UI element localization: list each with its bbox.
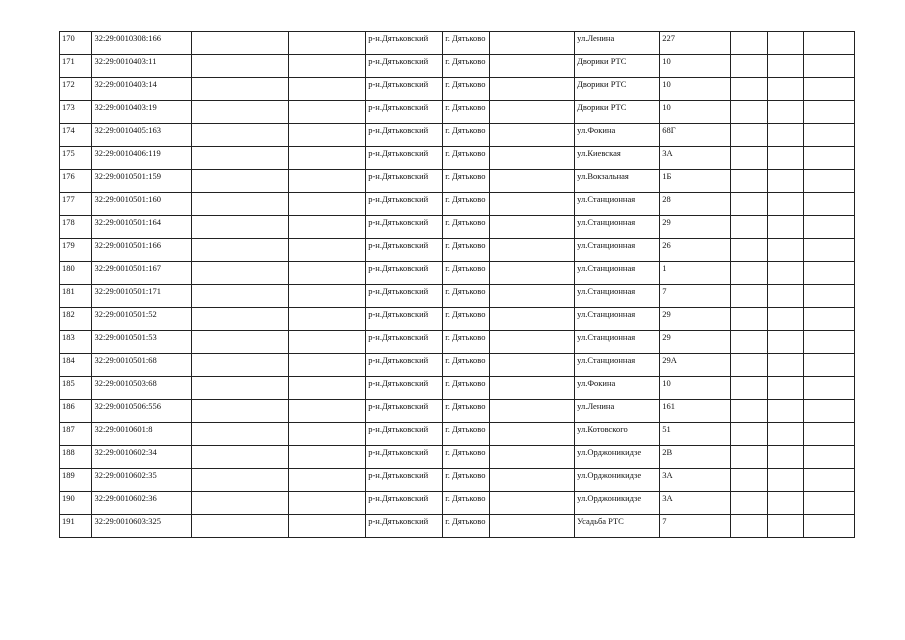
empty-cell bbox=[804, 400, 855, 423]
empty-cell bbox=[731, 262, 768, 285]
empty-cell bbox=[191, 239, 288, 262]
district-cell: р-н.Дятьковский bbox=[366, 78, 443, 101]
district-cell: р-н.Дятьковский bbox=[366, 308, 443, 331]
empty-cell bbox=[731, 308, 768, 331]
locality-cell: г. Дятьково bbox=[443, 239, 490, 262]
street-cell: ул.Ленина bbox=[575, 32, 660, 55]
empty-cell bbox=[489, 193, 574, 216]
empty-cell bbox=[191, 101, 288, 124]
table-row bbox=[60, 262, 855, 285]
house-number-cell: 68Г bbox=[660, 124, 731, 147]
cadastral-number: 32:29:0010506:556 bbox=[92, 400, 191, 423]
table-row bbox=[60, 216, 855, 239]
locality-cell: г. Дятьково bbox=[443, 469, 490, 492]
street-cell: ул.Станционная bbox=[575, 331, 660, 354]
empty-cell bbox=[804, 101, 855, 124]
locality-cell: г. Дятьково bbox=[443, 262, 490, 285]
house-number-cell: 3А bbox=[660, 469, 731, 492]
empty-cell bbox=[731, 170, 768, 193]
house-number-cell: 29 bbox=[660, 308, 731, 331]
empty-cell bbox=[731, 239, 768, 262]
locality-cell: г. Дятьково bbox=[443, 492, 490, 515]
house-number-cell: 10 bbox=[660, 78, 731, 101]
empty-cell bbox=[804, 492, 855, 515]
empty-cell bbox=[289, 78, 366, 101]
empty-cell bbox=[731, 55, 768, 78]
street-cell: ул.Орджоникидзе bbox=[575, 492, 660, 515]
row-number: 173 bbox=[60, 101, 92, 124]
empty-cell bbox=[804, 354, 855, 377]
empty-cell bbox=[289, 216, 366, 239]
empty-cell bbox=[191, 469, 288, 492]
house-number-cell: 2В bbox=[660, 446, 731, 469]
cadastral-number: 32:29:0010403:11 bbox=[92, 55, 191, 78]
empty-cell bbox=[489, 239, 574, 262]
cadastral-number: 32:29:0010405:163 bbox=[92, 124, 191, 147]
empty-cell bbox=[731, 354, 768, 377]
house-number-cell: 10 bbox=[660, 377, 731, 400]
empty-cell bbox=[767, 308, 804, 331]
empty-cell bbox=[191, 400, 288, 423]
row-number: 180 bbox=[60, 262, 92, 285]
locality-cell: г. Дятьково bbox=[443, 55, 490, 78]
locality-cell: г. Дятьково bbox=[443, 446, 490, 469]
cadastral-number: 32:29:0010403:19 bbox=[92, 101, 191, 124]
empty-cell bbox=[731, 124, 768, 147]
empty-cell bbox=[767, 262, 804, 285]
house-number-cell: 227 bbox=[660, 32, 731, 55]
empty-cell bbox=[191, 446, 288, 469]
locality-cell: г. Дятьково bbox=[443, 124, 490, 147]
empty-cell bbox=[489, 377, 574, 400]
empty-cell bbox=[767, 354, 804, 377]
table-row bbox=[60, 55, 855, 78]
empty-cell bbox=[767, 170, 804, 193]
street-cell: ул.Станционная bbox=[575, 285, 660, 308]
empty-cell bbox=[731, 101, 768, 124]
empty-cell bbox=[191, 170, 288, 193]
empty-cell bbox=[804, 55, 855, 78]
empty-cell bbox=[191, 32, 288, 55]
house-number-cell: 7 bbox=[660, 515, 731, 538]
empty-cell bbox=[804, 423, 855, 446]
empty-cell bbox=[289, 101, 366, 124]
empty-cell bbox=[289, 147, 366, 170]
house-number-cell: 10 bbox=[660, 101, 731, 124]
empty-cell bbox=[289, 423, 366, 446]
house-number-cell: 161 bbox=[660, 400, 731, 423]
empty-cell bbox=[191, 377, 288, 400]
house-number-cell: 29 bbox=[660, 331, 731, 354]
empty-cell bbox=[191, 147, 288, 170]
empty-cell bbox=[489, 354, 574, 377]
empty-cell bbox=[489, 216, 574, 239]
empty-cell bbox=[731, 285, 768, 308]
table-row bbox=[60, 78, 855, 101]
cadastral-number: 32:29:0010403:14 bbox=[92, 78, 191, 101]
empty-cell bbox=[191, 492, 288, 515]
empty-cell bbox=[804, 170, 855, 193]
empty-cell bbox=[731, 216, 768, 239]
cadastral-number: 32:29:0010503:68 bbox=[92, 377, 191, 400]
empty-cell bbox=[804, 193, 855, 216]
empty-cell bbox=[191, 124, 288, 147]
empty-cell bbox=[767, 239, 804, 262]
empty-cell bbox=[804, 515, 855, 538]
empty-cell bbox=[804, 78, 855, 101]
locality-cell: г. Дятьково bbox=[443, 515, 490, 538]
cadastral-number: 32:29:0010602:35 bbox=[92, 469, 191, 492]
empty-cell bbox=[191, 55, 288, 78]
district-cell: р-н.Дятьковский bbox=[366, 285, 443, 308]
table-row bbox=[60, 170, 855, 193]
empty-cell bbox=[767, 55, 804, 78]
house-number-cell: 26 bbox=[660, 239, 731, 262]
empty-cell bbox=[289, 354, 366, 377]
street-cell: Дворики РТС bbox=[575, 55, 660, 78]
empty-cell bbox=[731, 423, 768, 446]
empty-cell bbox=[804, 331, 855, 354]
locality-cell: г. Дятьково bbox=[443, 32, 490, 55]
empty-cell bbox=[731, 193, 768, 216]
empty-cell bbox=[489, 492, 574, 515]
house-number-cell: 51 bbox=[660, 423, 731, 446]
cadastral-number: 32:29:0010602:34 bbox=[92, 446, 191, 469]
empty-cell bbox=[289, 262, 366, 285]
empty-cell bbox=[767, 32, 804, 55]
district-cell: р-н.Дятьковский bbox=[366, 515, 443, 538]
row-number: 191 bbox=[60, 515, 92, 538]
district-cell: р-н.Дятьковский bbox=[366, 377, 443, 400]
empty-cell bbox=[191, 354, 288, 377]
empty-cell bbox=[804, 469, 855, 492]
empty-cell bbox=[767, 446, 804, 469]
street-cell: ул.Орджоникидзе bbox=[575, 446, 660, 469]
street-cell: ул.Вокзальная bbox=[575, 170, 660, 193]
locality-cell: г. Дятьково bbox=[443, 354, 490, 377]
house-number-cell: 29А bbox=[660, 354, 731, 377]
empty-cell bbox=[289, 124, 366, 147]
empty-cell bbox=[289, 492, 366, 515]
cadastral-number: 32:29:0010501:160 bbox=[92, 193, 191, 216]
district-cell: р-н.Дятьковский bbox=[366, 492, 443, 515]
empty-cell bbox=[767, 423, 804, 446]
empty-cell bbox=[804, 285, 855, 308]
empty-cell bbox=[731, 400, 768, 423]
registry-body bbox=[60, 32, 855, 538]
empty-cell bbox=[767, 285, 804, 308]
house-number-cell: 3А bbox=[660, 147, 731, 170]
table-row bbox=[60, 492, 855, 515]
empty-cell bbox=[289, 308, 366, 331]
empty-cell bbox=[731, 147, 768, 170]
empty-cell bbox=[731, 469, 768, 492]
table-row bbox=[60, 239, 855, 262]
district-cell: р-н.Дятьковский bbox=[366, 124, 443, 147]
empty-cell bbox=[489, 262, 574, 285]
empty-cell bbox=[191, 423, 288, 446]
table-row bbox=[60, 101, 855, 124]
locality-cell: г. Дятьково bbox=[443, 331, 490, 354]
row-number: 187 bbox=[60, 423, 92, 446]
table-row bbox=[60, 515, 855, 538]
empty-cell bbox=[289, 239, 366, 262]
row-number: 189 bbox=[60, 469, 92, 492]
cadastral-number: 32:29:0010501:166 bbox=[92, 239, 191, 262]
empty-cell bbox=[767, 101, 804, 124]
locality-cell: г. Дятьково bbox=[443, 147, 490, 170]
row-number: 182 bbox=[60, 308, 92, 331]
empty-cell bbox=[804, 239, 855, 262]
cadastral-number: 32:29:0010501:52 bbox=[92, 308, 191, 331]
district-cell: р-н.Дятьковский bbox=[366, 32, 443, 55]
empty-cell bbox=[289, 377, 366, 400]
street-cell: ул.Станционная bbox=[575, 262, 660, 285]
empty-cell bbox=[489, 285, 574, 308]
empty-cell bbox=[804, 262, 855, 285]
table-row bbox=[60, 193, 855, 216]
cadastral-number: 32:29:0010601:8 bbox=[92, 423, 191, 446]
cadastral-number: 32:29:0010603:325 bbox=[92, 515, 191, 538]
table-row bbox=[60, 285, 855, 308]
locality-cell: г. Дятьково bbox=[443, 78, 490, 101]
locality-cell: г. Дятьково bbox=[443, 285, 490, 308]
empty-cell bbox=[289, 170, 366, 193]
empty-cell bbox=[804, 446, 855, 469]
cadastral-number: 32:29:0010308:166 bbox=[92, 32, 191, 55]
empty-cell bbox=[804, 308, 855, 331]
district-cell: р-н.Дятьковский bbox=[366, 101, 443, 124]
house-number-cell: 3А bbox=[660, 492, 731, 515]
row-number: 177 bbox=[60, 193, 92, 216]
table-row bbox=[60, 354, 855, 377]
locality-cell: г. Дятьково bbox=[443, 101, 490, 124]
empty-cell bbox=[191, 308, 288, 331]
street-cell: Дворики РТС bbox=[575, 101, 660, 124]
house-number-cell: 7 bbox=[660, 285, 731, 308]
street-cell: ул.Фокина bbox=[575, 377, 660, 400]
empty-cell bbox=[289, 400, 366, 423]
table-row bbox=[60, 308, 855, 331]
locality-cell: г. Дятьково bbox=[443, 377, 490, 400]
empty-cell bbox=[489, 331, 574, 354]
district-cell: р-н.Дятьковский bbox=[366, 423, 443, 446]
empty-cell bbox=[767, 78, 804, 101]
district-cell: р-н.Дятьковский bbox=[366, 216, 443, 239]
registry-table bbox=[59, 31, 855, 538]
empty-cell bbox=[731, 377, 768, 400]
empty-cell bbox=[489, 469, 574, 492]
empty-cell bbox=[489, 515, 574, 538]
empty-cell bbox=[489, 55, 574, 78]
empty-cell bbox=[767, 515, 804, 538]
row-number: 176 bbox=[60, 170, 92, 193]
street-cell: Усадьба РТС bbox=[575, 515, 660, 538]
empty-cell bbox=[289, 55, 366, 78]
row-number: 183 bbox=[60, 331, 92, 354]
empty-cell bbox=[289, 193, 366, 216]
empty-cell bbox=[489, 124, 574, 147]
street-cell: ул.Станционная bbox=[575, 216, 660, 239]
cadastral-number: 32:29:0010501:68 bbox=[92, 354, 191, 377]
empty-cell bbox=[191, 193, 288, 216]
cadastral-number: 32:29:0010501:171 bbox=[92, 285, 191, 308]
empty-cell bbox=[731, 331, 768, 354]
row-number: 184 bbox=[60, 354, 92, 377]
locality-cell: г. Дятьково bbox=[443, 400, 490, 423]
empty-cell bbox=[767, 216, 804, 239]
empty-cell bbox=[767, 377, 804, 400]
house-number-cell: 1Б bbox=[660, 170, 731, 193]
empty-cell bbox=[767, 147, 804, 170]
empty-cell bbox=[731, 78, 768, 101]
row-number: 179 bbox=[60, 239, 92, 262]
street-cell: ул.Орджоникидзе bbox=[575, 469, 660, 492]
street-cell: ул.Станционная bbox=[575, 239, 660, 262]
table-row bbox=[60, 124, 855, 147]
row-number: 181 bbox=[60, 285, 92, 308]
table-row bbox=[60, 331, 855, 354]
row-number: 171 bbox=[60, 55, 92, 78]
empty-cell bbox=[489, 101, 574, 124]
empty-cell bbox=[731, 515, 768, 538]
street-cell: ул.Киевская bbox=[575, 147, 660, 170]
district-cell: р-н.Дятьковский bbox=[366, 446, 443, 469]
empty-cell bbox=[489, 400, 574, 423]
row-number: 178 bbox=[60, 216, 92, 239]
empty-cell bbox=[804, 377, 855, 400]
empty-cell bbox=[489, 423, 574, 446]
empty-cell bbox=[289, 515, 366, 538]
empty-cell bbox=[191, 285, 288, 308]
row-number: 188 bbox=[60, 446, 92, 469]
cadastral-number: 32:29:0010501:164 bbox=[92, 216, 191, 239]
street-cell: ул.Станционная bbox=[575, 308, 660, 331]
row-number: 190 bbox=[60, 492, 92, 515]
cadastral-number: 32:29:0010501:53 bbox=[92, 331, 191, 354]
district-cell: р-н.Дятьковский bbox=[366, 147, 443, 170]
district-cell: р-н.Дятьковский bbox=[366, 55, 443, 78]
table-row bbox=[60, 147, 855, 170]
cadastral-number: 32:29:0010501:167 bbox=[92, 262, 191, 285]
house-number-cell: 28 bbox=[660, 193, 731, 216]
table-row bbox=[60, 446, 855, 469]
district-cell: р-н.Дятьковский bbox=[366, 354, 443, 377]
empty-cell bbox=[767, 331, 804, 354]
row-number: 170 bbox=[60, 32, 92, 55]
table-row bbox=[60, 423, 855, 446]
empty-cell bbox=[767, 492, 804, 515]
street-cell: Дворики РТС bbox=[575, 78, 660, 101]
empty-cell bbox=[191, 216, 288, 239]
locality-cell: г. Дятьково bbox=[443, 308, 490, 331]
empty-cell bbox=[731, 446, 768, 469]
empty-cell bbox=[804, 216, 855, 239]
locality-cell: г. Дятьково bbox=[443, 423, 490, 446]
table-row bbox=[60, 377, 855, 400]
empty-cell bbox=[289, 331, 366, 354]
empty-cell bbox=[191, 78, 288, 101]
locality-cell: г. Дятьково bbox=[443, 193, 490, 216]
table-row bbox=[60, 32, 855, 55]
empty-cell bbox=[767, 193, 804, 216]
cadastral-number: 32:29:0010406:119 bbox=[92, 147, 191, 170]
district-cell: р-н.Дятьковский bbox=[366, 193, 443, 216]
district-cell: р-н.Дятьковский bbox=[366, 331, 443, 354]
empty-cell bbox=[804, 124, 855, 147]
empty-cell bbox=[731, 492, 768, 515]
district-cell: р-н.Дятьковский bbox=[366, 400, 443, 423]
empty-cell bbox=[731, 32, 768, 55]
street-cell: ул.Ленина bbox=[575, 400, 660, 423]
street-cell: ул.Станционная bbox=[575, 354, 660, 377]
empty-cell bbox=[489, 308, 574, 331]
row-number: 186 bbox=[60, 400, 92, 423]
locality-cell: г. Дятьково bbox=[443, 170, 490, 193]
row-number: 175 bbox=[60, 147, 92, 170]
empty-cell bbox=[289, 469, 366, 492]
table-row bbox=[60, 469, 855, 492]
district-cell: р-н.Дятьковский bbox=[366, 170, 443, 193]
cadastral-number: 32:29:0010501:159 bbox=[92, 170, 191, 193]
house-number-cell: 29 bbox=[660, 216, 731, 239]
row-number: 172 bbox=[60, 78, 92, 101]
table-row bbox=[60, 400, 855, 423]
locality-cell: г. Дятьково bbox=[443, 216, 490, 239]
empty-cell bbox=[191, 262, 288, 285]
empty-cell bbox=[191, 515, 288, 538]
empty-cell bbox=[489, 147, 574, 170]
empty-cell bbox=[191, 331, 288, 354]
empty-cell bbox=[767, 124, 804, 147]
empty-cell bbox=[489, 446, 574, 469]
house-number-cell: 10 bbox=[660, 55, 731, 78]
district-cell: р-н.Дятьковский bbox=[366, 239, 443, 262]
empty-cell bbox=[489, 78, 574, 101]
empty-cell bbox=[289, 285, 366, 308]
empty-cell bbox=[767, 400, 804, 423]
street-cell: ул.Фокина bbox=[575, 124, 660, 147]
street-cell: ул.Котовского bbox=[575, 423, 660, 446]
district-cell: р-н.Дятьковский bbox=[366, 262, 443, 285]
empty-cell bbox=[289, 32, 366, 55]
row-number: 185 bbox=[60, 377, 92, 400]
empty-cell bbox=[489, 32, 574, 55]
cadastral-number: 32:29:0010602:36 bbox=[92, 492, 191, 515]
empty-cell bbox=[804, 32, 855, 55]
empty-cell bbox=[489, 170, 574, 193]
house-number-cell: 1 bbox=[660, 262, 731, 285]
row-number: 174 bbox=[60, 124, 92, 147]
street-cell: ул.Станционная bbox=[575, 193, 660, 216]
district-cell: р-н.Дятьковский bbox=[366, 469, 443, 492]
empty-cell bbox=[804, 147, 855, 170]
empty-cell bbox=[767, 469, 804, 492]
empty-cell bbox=[289, 446, 366, 469]
